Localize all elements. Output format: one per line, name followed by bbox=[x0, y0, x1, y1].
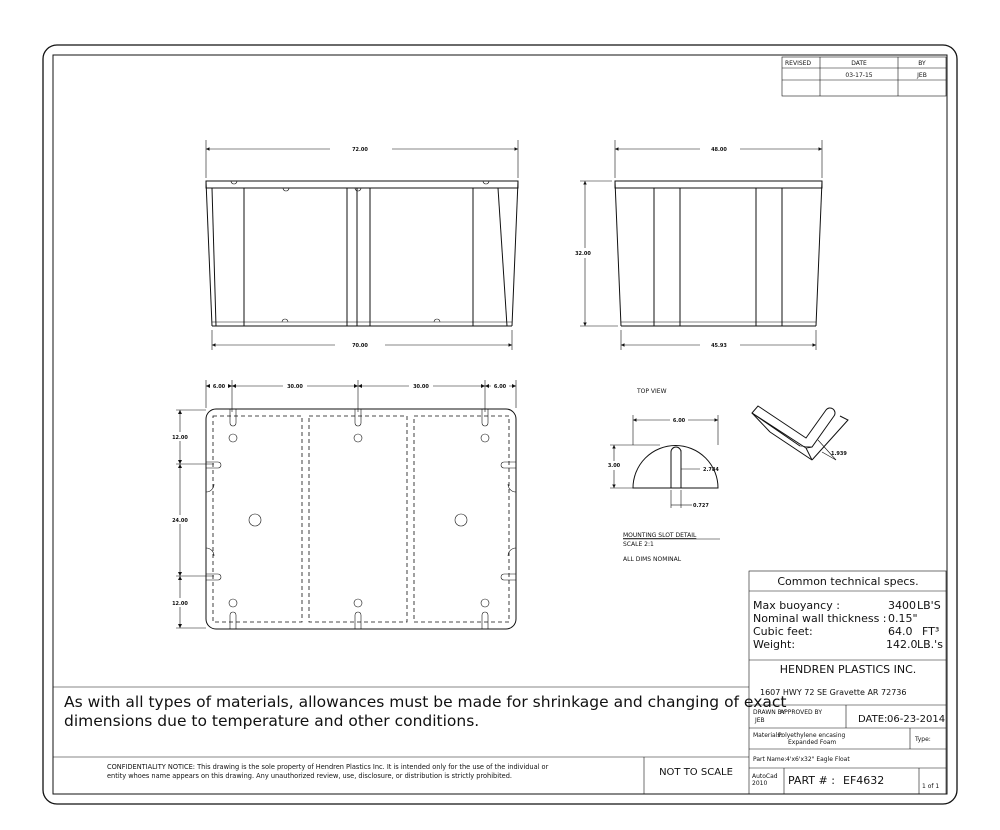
spec-label-weight: Weight: bbox=[753, 638, 796, 651]
dim-front-top: 72.00 bbox=[352, 147, 368, 153]
rev-header-revised: REVISED bbox=[785, 60, 812, 67]
dim-height: 32.00 bbox=[575, 251, 591, 257]
dim-plan-mid-left: 30.00 bbox=[287, 384, 303, 390]
spec-label-wall: Nominal wall thickness : bbox=[753, 612, 887, 625]
rev-by: JEB bbox=[917, 72, 927, 79]
dim-slot-depth: 2.784 bbox=[703, 467, 719, 473]
spec-label-cubic: Cubic feet: bbox=[753, 625, 813, 638]
spec-label-buoyancy: Max buoyancy : bbox=[753, 599, 840, 612]
rev-header-date: DATE bbox=[851, 60, 867, 67]
dim-plan-v-top: 12.00 bbox=[172, 435, 188, 441]
dim-plan-v-mid: 24.00 bbox=[172, 518, 188, 524]
spec-value-buoyancy: 3400 bbox=[888, 599, 916, 612]
dim-plan-edge-left: 6.00 bbox=[212, 384, 226, 390]
autocad-line2: 2010 bbox=[752, 780, 768, 787]
part-number-label: PART # : bbox=[788, 774, 835, 787]
spec-unit-buoyancy: LB'S bbox=[917, 599, 941, 612]
dim-plan-edge-right: 6.00 bbox=[493, 384, 507, 390]
mounting-slot-detail bbox=[603, 415, 720, 563]
front-view bbox=[206, 140, 518, 350]
part-number: EF4632 bbox=[843, 774, 885, 787]
part-name-label: Part Name: bbox=[753, 756, 787, 763]
detail-scale: SCALE 2:1 bbox=[623, 541, 654, 548]
spec-unit-weight: LB.'s bbox=[917, 638, 943, 651]
rev-date: 03-17-15 bbox=[845, 72, 873, 79]
dim-slot-height: 3.00 bbox=[607, 463, 621, 469]
dim-slot-gap: 0.727 bbox=[693, 503, 709, 509]
company-address: 1607 HWY 72 SE Gravette AR 72736 bbox=[760, 688, 907, 697]
specs-title: Common technical specs. bbox=[777, 575, 919, 588]
rev-header-by: BY bbox=[918, 60, 926, 67]
confidentiality-line1: CONFIDENTIALITY NOTICE: This drawing is the sole property of Hendren Plastics Inc. It is intended only for the use of the individual or bbox=[107, 763, 549, 771]
dim-iso: 1.939 bbox=[831, 451, 847, 457]
spec-value-cubic: 64.0 bbox=[888, 625, 913, 638]
dim-side-bottom: 45.93 bbox=[711, 343, 727, 349]
not-to-scale: NOT TO SCALE bbox=[659, 767, 733, 778]
dim-side-top: 48.00 bbox=[711, 147, 727, 153]
type-label: Type: bbox=[915, 736, 931, 743]
dim-front-bottom: 70.00 bbox=[352, 343, 368, 349]
bracket-sketch bbox=[752, 406, 848, 460]
confidentiality-line2: entity whoes name appears on this drawing. Any unauthorized review, use, disclosure, or distribution is strictly prohibited. bbox=[107, 772, 512, 780]
drawn-by-label: DRAWN BY bbox=[753, 709, 786, 716]
notice-line2: dimensions due to temperature and other conditions. bbox=[64, 712, 480, 730]
autocad-line1: AutoCad bbox=[752, 773, 778, 780]
date-label: DATE: bbox=[858, 714, 888, 725]
spec-unit-cubic: FT³ bbox=[922, 625, 940, 638]
materials-line1: Polyethylene encasing bbox=[778, 732, 846, 739]
spec-value-weight: 142.0 bbox=[886, 638, 918, 651]
dim-slot-width: 6.00 bbox=[672, 418, 686, 424]
spec-value-wall: 0.15" bbox=[888, 612, 918, 625]
dim-plan-v-bottom: 12.00 bbox=[172, 601, 188, 607]
part-name: 4'x6'x32" Eagle Float bbox=[786, 756, 850, 763]
materials-label: Materials: bbox=[753, 732, 783, 739]
revision-table bbox=[782, 57, 946, 96]
inner-border bbox=[53, 55, 947, 794]
title-date: 06-23-2014 bbox=[887, 714, 946, 725]
notice-line1: As with all types of materials, allowances must be made for shrinkage and changing of exact bbox=[64, 693, 787, 711]
all-dims-nominal: ALL DIMS NOMINAL bbox=[623, 556, 682, 563]
plan-view bbox=[168, 380, 516, 629]
sheet-number: 1 of 1 bbox=[922, 783, 940, 790]
dim-plan-mid-right: 30.00 bbox=[413, 384, 429, 390]
top-view-label: TOP VIEW bbox=[637, 388, 667, 395]
detail-title: MOUNTING SLOT DETAIL bbox=[623, 532, 697, 539]
company-name: HENDREN PLASTICS INC. bbox=[779, 663, 917, 676]
drawn-by: JEB bbox=[755, 717, 765, 724]
specs-box bbox=[749, 571, 946, 794]
side-view bbox=[570, 140, 822, 350]
approved-by-label: APPROVED BY bbox=[780, 709, 823, 716]
materials-line2: Expanded Foam bbox=[788, 739, 837, 746]
